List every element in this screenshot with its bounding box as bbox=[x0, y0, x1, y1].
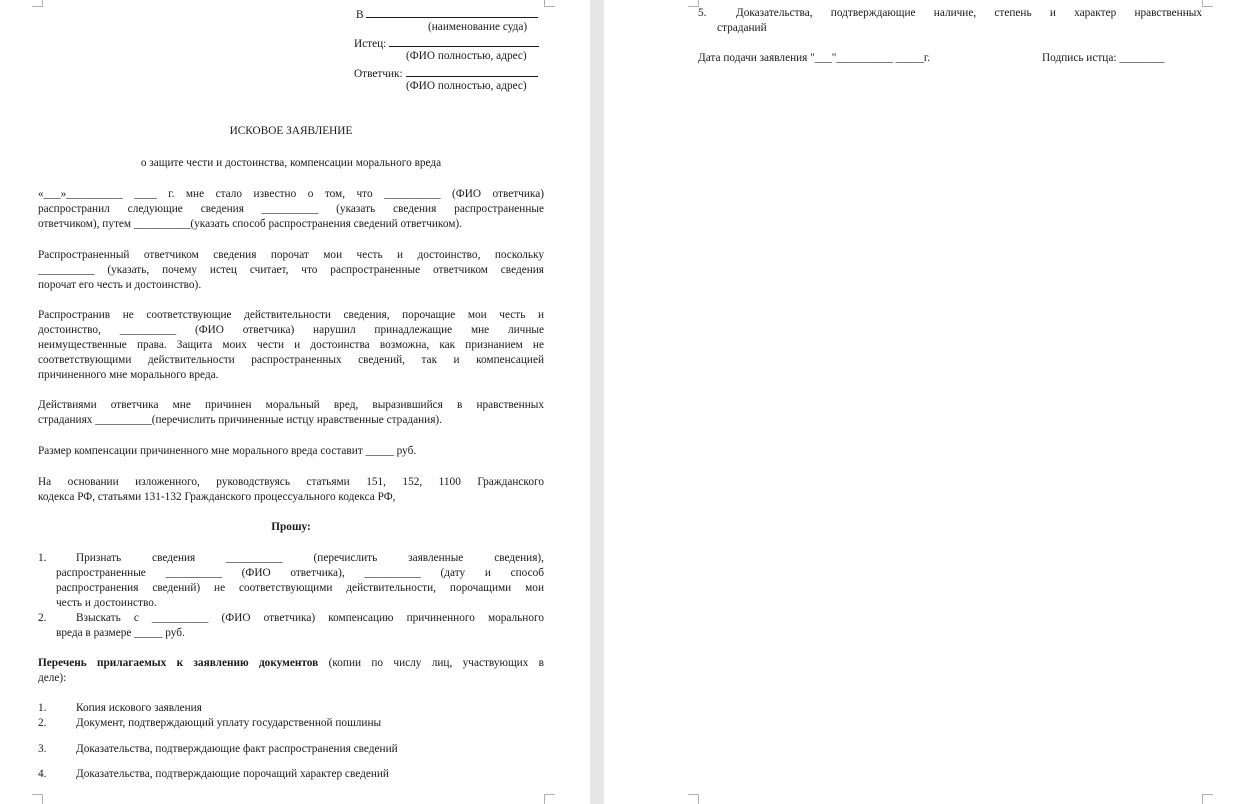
paragraph-2-line-3: порочат его честь и достоинство). bbox=[38, 279, 202, 291]
defendant-hint: (ФИО полностью, адрес) bbox=[406, 80, 527, 92]
paragraph-6-line-2: кодекса РФ, статьями 131-132 Гражданского процессуального кодекса РФ, bbox=[38, 491, 396, 503]
document-title: ИСКОВОЕ ЗАЯВЛЕНИЕ bbox=[229, 125, 353, 137]
paragraph-1-line-2: распространил следующие сведения __________ (указать сведения распространенные bbox=[38, 203, 544, 215]
paragraph-3-line-2: достоинство, __________ (ФИО ответчика) нарушил принадлежащие мне личные bbox=[38, 324, 544, 336]
court-prefix: В bbox=[356, 5, 538, 23]
document-page-2 bbox=[604, 0, 1236, 804]
attachment-1-text: Копия искового заявления bbox=[76, 702, 202, 714]
paragraph-1-line-3: ответчиком), путем __________(указать способ распространения сведений ответчиком). bbox=[38, 218, 463, 230]
attachment-5-line-1: Доказательства, подтверждающие наличие, степень и характер нравственных bbox=[736, 7, 1202, 19]
attachment-2-text: Документ, подтверждающий уплату государственной пошлины bbox=[76, 717, 382, 729]
plaintiff-label: Истец: bbox=[354, 34, 539, 52]
attachment-3-number: 3. bbox=[38, 743, 47, 755]
attachment-2-number: 2. bbox=[38, 717, 47, 729]
crop-mark bbox=[1202, 794, 1213, 804]
crop-mark bbox=[688, 794, 699, 804]
crop-mark bbox=[544, 794, 555, 804]
document-subtitle: о защите чести и достоинства, компенсации морального вреда bbox=[140, 157, 442, 169]
plaintiff-hint: (ФИО полностью, адрес) bbox=[406, 50, 527, 62]
request-title: Прошу: bbox=[271, 521, 311, 533]
paragraph-5: Размер компенсации причиненного мне морального вреда составит _____ руб. bbox=[38, 445, 417, 457]
paragraph-2-line-1: Распространенный ответчиком сведения порочат мои честь и достоинство, поскольку bbox=[38, 249, 544, 261]
request-2-line-1: Взыскать с __________ (ФИО ответчика) компенсацию причиненного морального bbox=[76, 612, 544, 624]
crop-mark bbox=[544, 0, 555, 7]
attachment-1-number: 1. bbox=[38, 702, 47, 714]
defendant-label: Ответчик: bbox=[354, 64, 538, 82]
attachment-3-text: Доказательства, подтверждающие факт распространения сведений bbox=[76, 743, 398, 755]
request-2-line-2: вреда в размере _____ руб. bbox=[56, 627, 185, 639]
document-page-1 bbox=[0, 0, 590, 804]
crop-mark bbox=[32, 0, 43, 7]
paragraph-4-line-2: страданиях __________(перечислить причиненные истцу нравственные страдания). bbox=[38, 414, 442, 426]
paragraph-3-line-3: неимущественные права. Защита моих чести и достоинства возможна, как признанием не bbox=[38, 339, 544, 351]
attachments-title: Перечень прилагаемых к заявлению документов (копии по числу лиц, участвующих в bbox=[38, 657, 544, 669]
crop-mark bbox=[1202, 0, 1213, 7]
attachments-title-line-2: деле): bbox=[38, 672, 67, 684]
attachment-5-line-2: страданий bbox=[717, 22, 767, 34]
paragraph-3-line-5: причиненного мне морального вреда. bbox=[38, 369, 219, 381]
paragraph-3-line-4: соответствующими действительности распространенных сведений, так и компенсацией bbox=[38, 354, 544, 366]
request-1-line-3: распространения сведений) не соответствующими действительности, порочащими мои bbox=[56, 582, 544, 594]
attachment-5-number: 5. bbox=[698, 7, 707, 19]
paragraph-4-line-1: Действиями ответчика мне причинен моральный вред, выразившийся в нравственных bbox=[38, 399, 544, 411]
crop-mark bbox=[32, 794, 43, 804]
request-1-line-1: Признать сведения __________ (перечислить заявленные сведения), bbox=[76, 552, 544, 564]
paragraph-6-line-1: На основании изложенного, руководствуясь статьями 151, 152, 1100 Гражданского bbox=[38, 476, 544, 488]
request-1-number: 1. bbox=[38, 552, 47, 564]
paragraph-3-line-1: Распространив не соответствующие действительности сведения, порочащие мои честь и bbox=[38, 309, 544, 321]
court-hint: (наименование суда) bbox=[428, 21, 528, 33]
request-1-line-2: распространенные __________ (ФИО ответчика), __________ (дату и способ bbox=[56, 567, 544, 579]
filing-date: Дата подачи заявления "___"__________ _____г. bbox=[698, 52, 931, 64]
request-2-number: 2. bbox=[38, 612, 47, 624]
attachment-4-number: 4. bbox=[38, 768, 47, 780]
request-1-line-4: честь и достоинство. bbox=[56, 597, 157, 609]
plaintiff-signature: Подпись истца: ________ bbox=[1042, 52, 1165, 64]
attachment-4-text: Доказательства, подтверждающие порочащий характер сведений bbox=[76, 768, 389, 780]
paragraph-1-line-1: «___»__________ ____ г. мне стало известно о том, что __________ (ФИО ответчика) bbox=[38, 188, 544, 200]
paragraph-2-line-2: __________ (указать, почему истец считает, что распространенные ответчиком сведения bbox=[38, 264, 544, 276]
